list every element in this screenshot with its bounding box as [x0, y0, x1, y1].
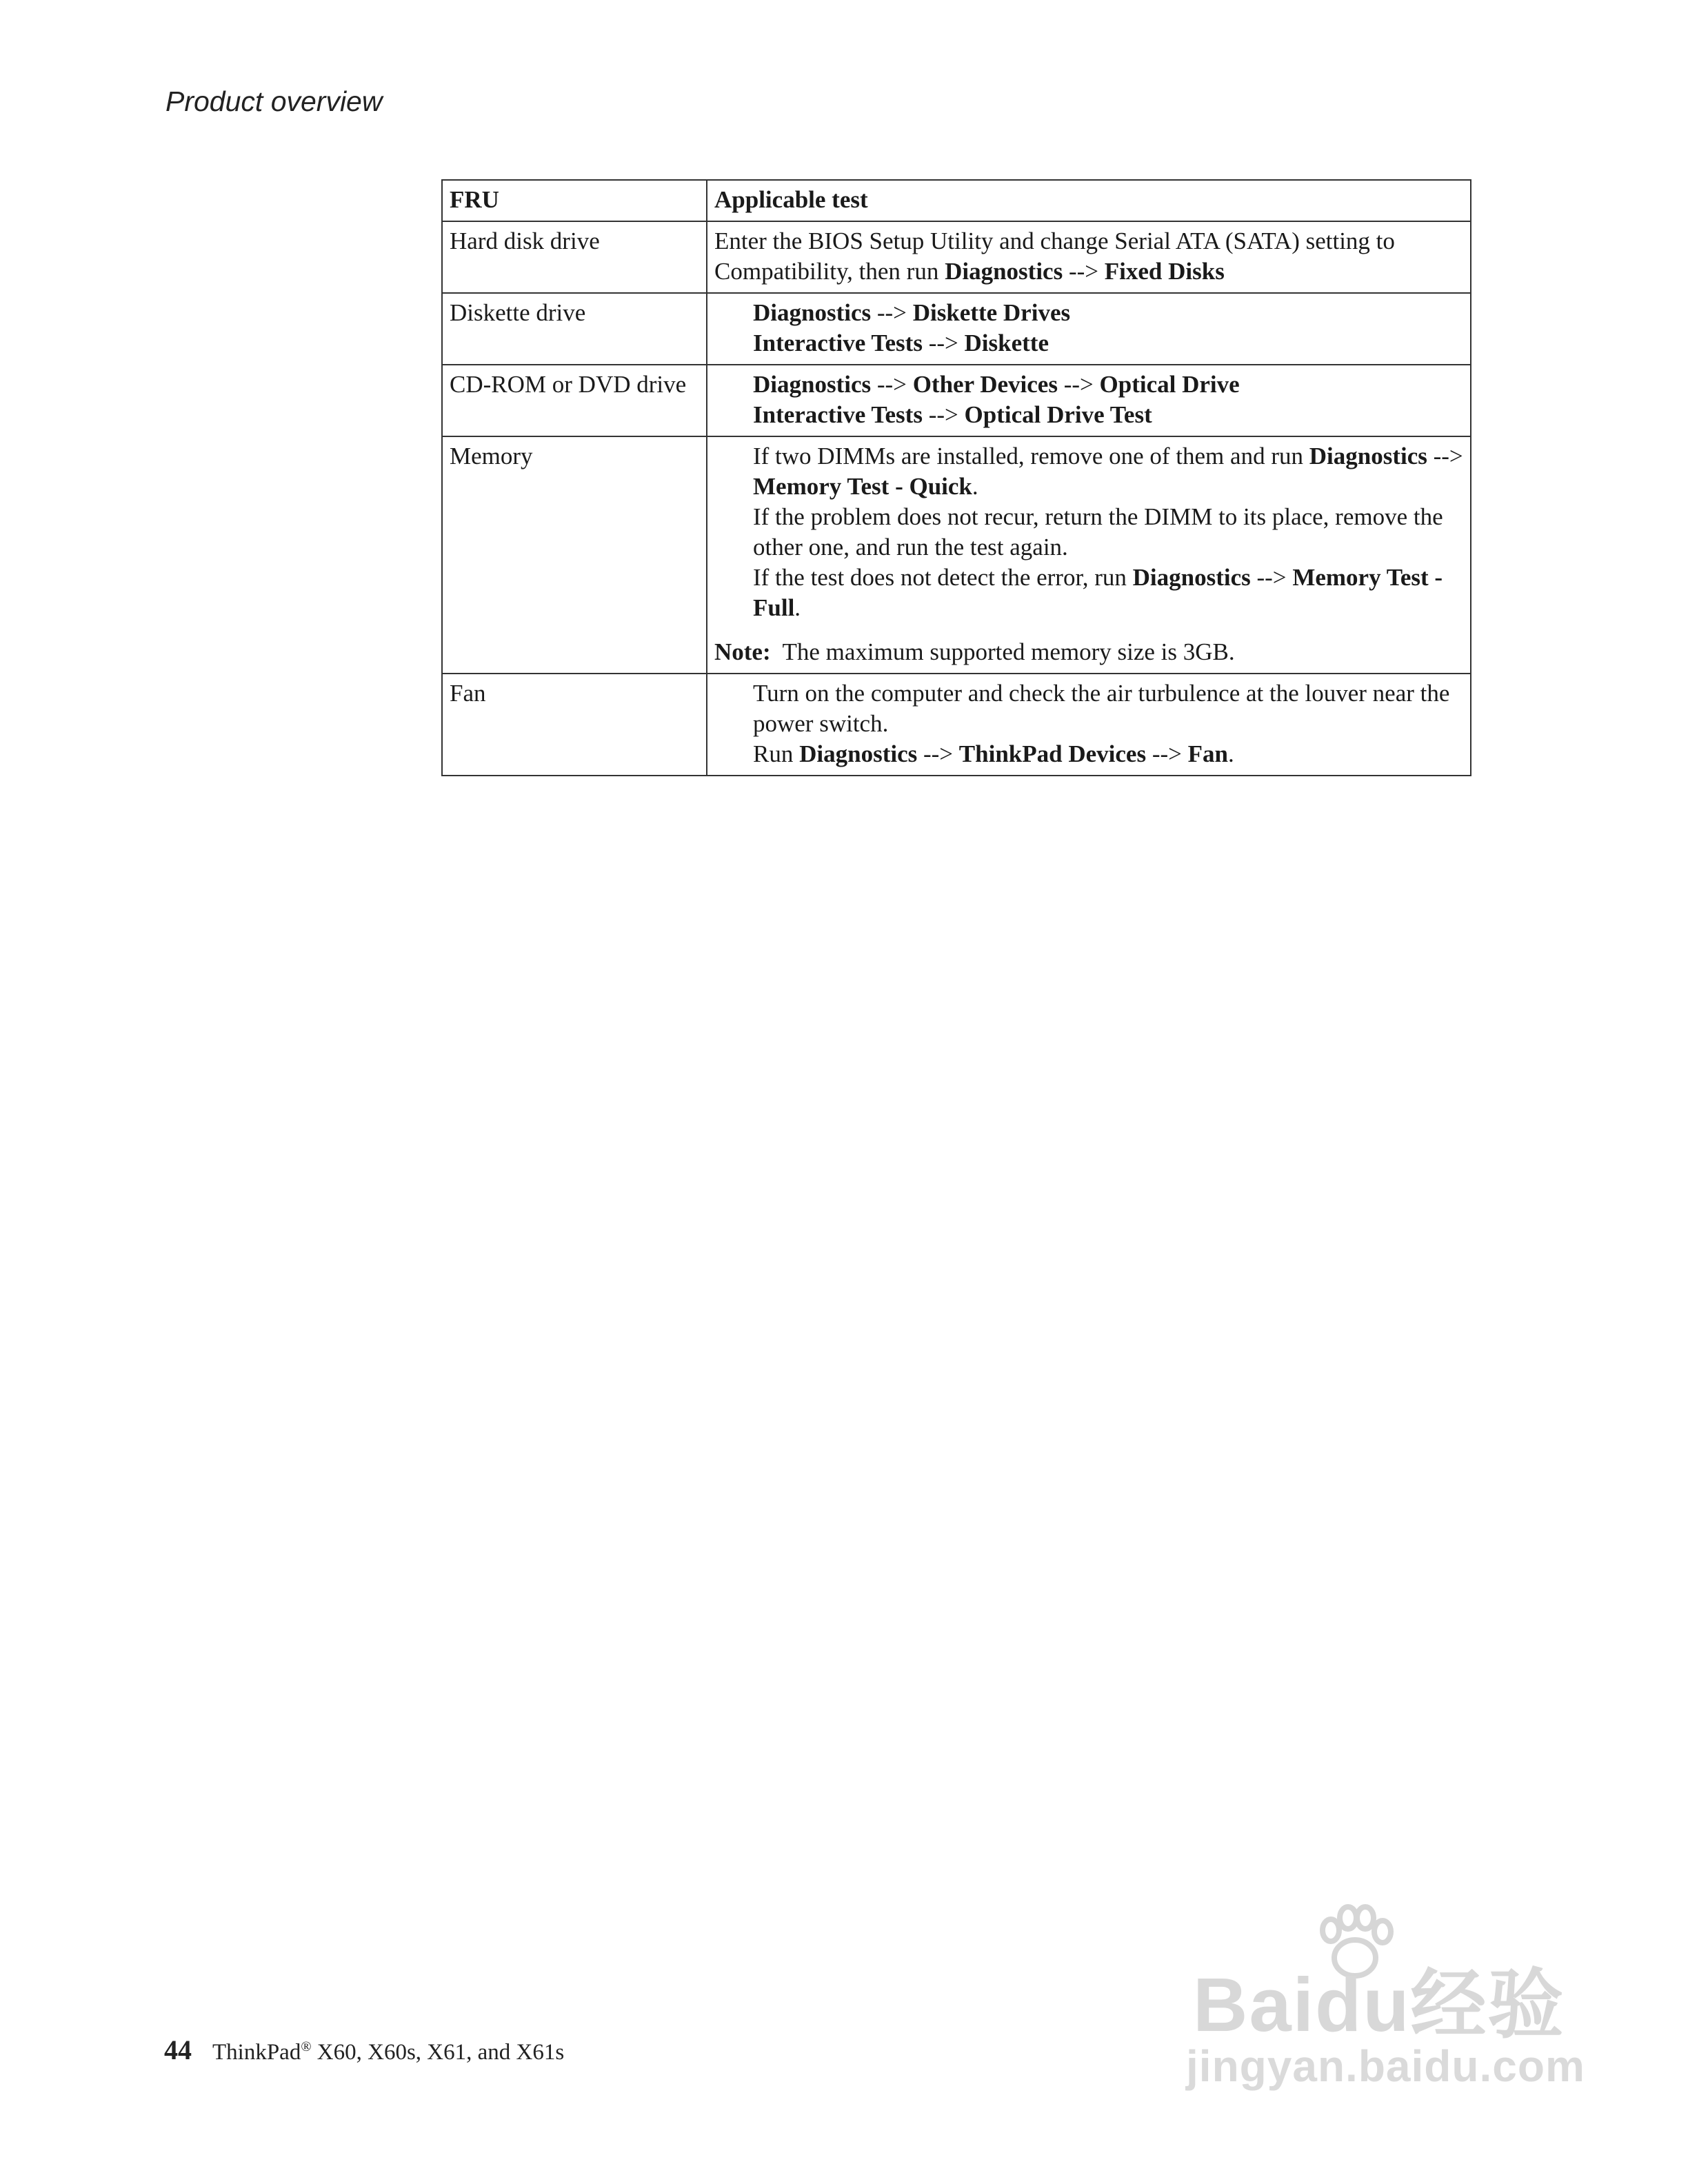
bold-text: Optical Drive Test — [964, 401, 1152, 428]
arrow: --> — [922, 330, 965, 356]
test-cell — [707, 436, 1471, 674]
fru-cell: Fan — [442, 674, 707, 776]
table-row — [442, 674, 1471, 776]
text: . — [794, 594, 801, 621]
bold-text: Diskette Drives — [912, 299, 1071, 326]
registered-mark: ® — [301, 2039, 312, 2054]
bold-text: Diagnostics — [753, 371, 872, 398]
test-cell — [707, 293, 1471, 365]
table-row — [442, 365, 1471, 436]
fru-cell: Memory — [442, 436, 707, 674]
footer-brand: ThinkPad — [212, 2040, 301, 2065]
test-paragraph — [714, 441, 1463, 502]
test-paragraph — [714, 739, 1463, 769]
fru-cell: Hard disk drive — [442, 221, 707, 293]
arrow: --> — [1427, 443, 1463, 469]
test-cell — [707, 365, 1471, 436]
fru-test-table — [441, 179, 1471, 776]
arrow: --> — [1250, 564, 1293, 591]
note-label: Note: — [714, 638, 771, 665]
header-fru: FRU — [442, 180, 707, 221]
text: . — [972, 473, 978, 500]
test-paragraph: If the problem does not recur, return the DIMM to its place, remove the other one, and run the test again. — [753, 503, 1443, 560]
bold-text: Diagnostics — [799, 740, 918, 767]
test-line — [714, 298, 1463, 328]
test-line — [714, 400, 1463, 430]
test-cell — [707, 221, 1471, 293]
note-text: The maximum supported memory size is 3GB. — [770, 638, 1235, 665]
arrow: --> — [1146, 740, 1188, 767]
text: If two DIMMs are installed, remove one of them and run — [753, 443, 1309, 469]
bold-text: Memory Test - Quick — [753, 473, 972, 500]
arrow: --> — [1057, 371, 1100, 398]
note — [714, 637, 1463, 667]
bold-text: ThinkPad Devices — [958, 740, 1147, 767]
text: Enter the BIOS Setup Utility and change Serial ATA (SATA) setting to Compatibility, then run — [714, 228, 1395, 285]
bold-text: Interactive Tests — [753, 330, 923, 356]
page-footer — [164, 2034, 564, 2066]
table-row — [442, 293, 1471, 365]
page-number: 44 — [164, 2034, 192, 2065]
bold-text: Optical Drive — [1099, 371, 1240, 398]
table-row — [442, 221, 1471, 293]
bold-text: Fan — [1187, 740, 1229, 767]
arrow: --> — [871, 371, 913, 398]
watermark-brand: Baidu经验 — [1193, 1963, 1565, 2048]
test-paragraph: Turn on the computer and check the air turbulence at the louver near the power switch. — [753, 680, 1450, 737]
watermark-url: jingyan.baidu.com — [1186, 2041, 1585, 2091]
header-applicable-test: Applicable test — [707, 180, 1471, 221]
bold-text: Interactive Tests — [753, 401, 923, 428]
text: Run — [753, 740, 800, 767]
text: If the test does not detect the error, run — [753, 564, 1133, 591]
test-cell — [707, 674, 1471, 776]
test-line — [714, 370, 1463, 400]
fru-cell: CD-ROM or DVD drive — [442, 365, 707, 436]
bold-text: Diskette — [964, 330, 1049, 356]
table-header-row — [442, 180, 1471, 221]
bold-text: Diagnostics — [945, 258, 1063, 285]
bold-text: Diagnostics — [753, 299, 872, 326]
text: . — [1228, 740, 1234, 767]
fru-cell: Diskette drive — [442, 293, 707, 365]
test-paragraph — [714, 563, 1463, 623]
arrow: --> — [871, 299, 913, 326]
table-row — [442, 436, 1471, 674]
test-line — [714, 328, 1463, 358]
running-head: Product overview — [165, 85, 383, 117]
arrow: --> — [917, 740, 959, 767]
bold-text: Memory Test - Full — [753, 564, 1443, 621]
bold-text: Diagnostics — [1309, 443, 1427, 469]
footer-models: X60, X60s, X61, and X61s — [311, 2040, 565, 2065]
bold-text: Fixed Disks — [1104, 258, 1225, 285]
arrow: --> — [922, 401, 965, 428]
bold-text: Diagnostics — [1132, 564, 1251, 591]
baidu-watermark — [1172, 1903, 1586, 2110]
bold-text: Other Devices — [912, 371, 1058, 398]
arrow: --> — [1063, 258, 1105, 285]
